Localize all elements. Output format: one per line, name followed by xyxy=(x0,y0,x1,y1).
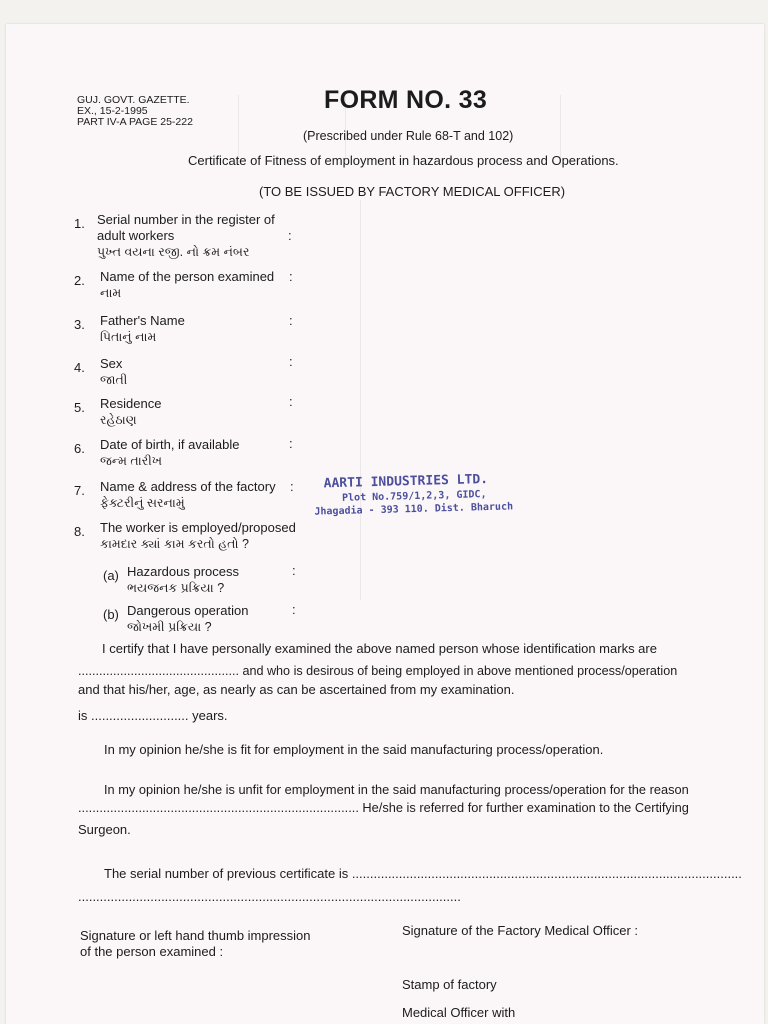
person-signature-label-continued: of the person examined : xyxy=(80,944,224,959)
sub-item-number: (a) xyxy=(103,568,119,583)
field-residence xyxy=(100,396,161,428)
item-number: 3. xyxy=(74,317,85,332)
person-signature-block xyxy=(80,928,311,960)
item-number: 1. xyxy=(74,216,85,231)
field-label-gujarati: કામદાર ક્યાં કામ કરતો હતો ? xyxy=(100,537,249,551)
bleed-through-line xyxy=(360,200,361,600)
medical-officer-signature-label: Signature of the Factory Medical Officer : xyxy=(402,923,639,938)
field-label-gujarati: જોખમી પ્રક્રિયા ? xyxy=(127,620,212,634)
form-title: FORM NO. 33 xyxy=(324,86,488,114)
field-father-name xyxy=(100,313,185,345)
item-number: 6. xyxy=(74,441,85,456)
field-colon: : xyxy=(292,602,296,617)
field-label-gujarati: ફેક્ટરીનું સરનામું xyxy=(100,496,185,510)
unfit-opinion: In my opinion he/she is unfit for employment in the said manufacturing process/operation for the reason xyxy=(104,782,689,797)
item-number: 8. xyxy=(74,524,85,539)
item-number: 5. xyxy=(74,400,85,415)
field-label-gujarati: જાતી xyxy=(100,373,128,387)
surgeon-word: Surgeon. xyxy=(78,822,131,837)
stamp-location: Jhagadia - 393 110. Dist. Bharuch xyxy=(314,501,514,518)
prescribed-rule: (Prescribed under Rule 68-T and 102) xyxy=(303,129,514,143)
identification-marks-line: .............................................. and who is desirous of being employed in above mentioned process/operation xyxy=(78,664,678,678)
gazette-reference xyxy=(77,95,193,128)
fit-opinion: In my opinion he/she is fit for employment in the said manufacturing process/operation. xyxy=(104,742,604,757)
field-label: Sex xyxy=(100,356,123,371)
field-label: Hazardous process xyxy=(127,564,239,579)
field-label-gujarati: નામ xyxy=(100,286,122,300)
field-label: Father's Name xyxy=(100,313,185,328)
gazette-line-2: EX., 15-2-1995 xyxy=(77,105,148,117)
item-number: 7. xyxy=(74,483,85,498)
issued-by-note: (TO BE ISSUED BY FACTORY MEDICAL OFFICER) xyxy=(259,184,566,199)
field-label-continued: adult workers xyxy=(97,228,175,243)
stamp-plot: Plot No.759/1,2,3, GIDC, xyxy=(341,489,487,504)
gazette-line-1: GUJ. GOVT. GAZETTE. xyxy=(77,94,190,106)
age-years-line: is ........................... years. xyxy=(78,708,228,723)
field-label-gujarati: ભયજનક પ્રક્રિયા ? xyxy=(127,581,225,595)
field-colon: : xyxy=(290,479,294,494)
field-label-gujarati: પિતાનું નામ xyxy=(100,330,157,344)
certification-statement: I certify that I have personally examined the above named person whose identification marks are xyxy=(102,641,657,656)
field-factory-address xyxy=(100,479,276,511)
person-signature-label: Signature or left hand thumb impression xyxy=(80,928,311,943)
field-hazardous-process xyxy=(127,564,239,596)
age-statement: and that his/her, age, as nearly as can be ascertained from my examination. xyxy=(78,682,515,697)
company-stamp xyxy=(313,471,513,517)
field-label: Residence xyxy=(100,396,162,411)
stamp-company-name: AARTI INDUSTRIES LTD. xyxy=(323,472,489,492)
gazette-line-3: PART IV-A PAGE 25-222 xyxy=(77,116,193,128)
field-colon: : xyxy=(289,394,293,409)
field-label-gujarati: જન્મ તારીખ xyxy=(100,454,163,468)
field-colon: : xyxy=(288,228,292,243)
field-label: Serial number in the register of xyxy=(97,212,275,227)
field-date-of-birth xyxy=(100,437,239,469)
medical-officer-with-label: Medical Officer with xyxy=(402,1005,516,1020)
field-dangerous-operation xyxy=(127,603,248,635)
item-number: 2. xyxy=(74,273,85,288)
field-label-gujarati: રહેઠાણ xyxy=(100,413,137,427)
field-label: The worker is employed/proposed xyxy=(100,520,296,535)
field-serial-number xyxy=(97,212,275,260)
field-label: Date of birth, if available xyxy=(100,437,240,452)
referral-line: ............................................................................... He/she is referred for further examination to the Certifying xyxy=(78,800,689,815)
field-colon: : xyxy=(289,436,293,451)
previous-certificate-line: The serial number of previous certificate is ............................................................................................................ xyxy=(104,866,742,881)
field-colon: : xyxy=(289,269,293,284)
previous-certificate-continuation: .......................................................................................................... xyxy=(78,889,461,904)
field-colon: : xyxy=(289,354,293,369)
field-label: Name of the person examined xyxy=(100,269,275,284)
sub-item-number: (b) xyxy=(103,607,119,622)
field-label-gujarati: પુખ્ત વયના રજી. નો ક્રમ નંબર xyxy=(97,245,250,259)
certificate-heading: Certificate of Fitness of employment in hazardous process and Operations. xyxy=(188,153,619,168)
field-colon: : xyxy=(292,563,296,578)
field-person-name xyxy=(100,269,274,301)
field-label: Dangerous operation xyxy=(127,603,249,618)
item-number: 4. xyxy=(74,360,85,375)
field-employment-status xyxy=(100,520,296,552)
factory-stamp-label: Stamp of factory xyxy=(402,977,497,992)
field-colon: : xyxy=(289,313,293,328)
field-sex xyxy=(100,356,127,388)
field-label: Name & address of the factory xyxy=(100,479,276,494)
